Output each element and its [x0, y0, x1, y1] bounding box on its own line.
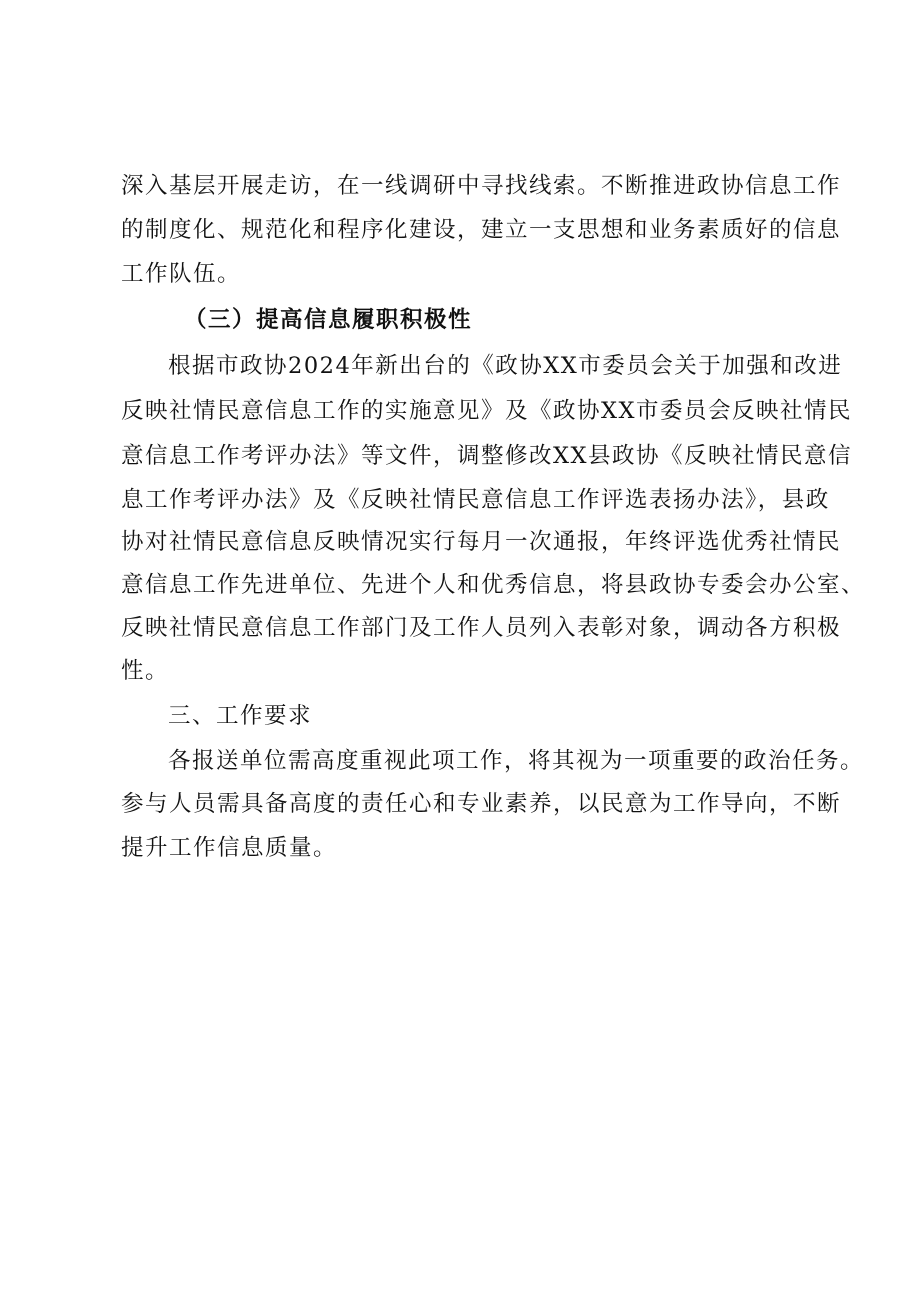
paragraph-line: 性。: [121, 658, 170, 684]
paragraph-line: 协对社情民意信息反映情况实行每月一次通报，年终评选优秀社情民: [121, 529, 842, 555]
paragraph-line: 反映社情民意信息工作的实施意见》及《政协XX市委员会反映社情民: [121, 398, 853, 424]
paragraph-line: 深入基层开展走访，在一线调研中寻找线索。不断推进政协信息工作: [121, 173, 842, 199]
section-heading: 三、工作要求: [168, 703, 313, 729]
paragraph-line: 意信息工作考评办法》等文件，调整修改XX县政协《反映社情民意信: [121, 443, 853, 469]
paragraph-line: 根据市政协2024年新出台的《政协XX市委员会关于加强和改进: [168, 353, 843, 379]
paragraph-line: 反映社情民意信息工作部门及工作人员列入表彰对象，调动各方积极: [121, 615, 842, 641]
paragraph-line: 的制度化、规范化和程序化建设，建立一支思想和业务素质好的信息: [121, 217, 842, 243]
subsection-heading: （三）提高信息履职积极性: [184, 307, 473, 333]
paragraph-line: 参与人员需具备高度的责任心和专业素养，以民意为工作导向，不断: [121, 791, 842, 817]
paragraph-line: 提升工作信息质量。: [121, 835, 338, 861]
paragraph-line: 息工作考评办法》及《反映社情民意信息工作评选表扬办法》，县政: [121, 487, 830, 513]
paragraph-line: 意信息工作先进单位、先进个人和优秀信息，将县政协专委会办公室、: [121, 572, 866, 598]
paragraph-line: 工作队伍。: [121, 261, 242, 287]
paragraph-line: 各报送单位需高度重视此项工作，将其视为一项重要的政治任务。: [168, 748, 865, 774]
